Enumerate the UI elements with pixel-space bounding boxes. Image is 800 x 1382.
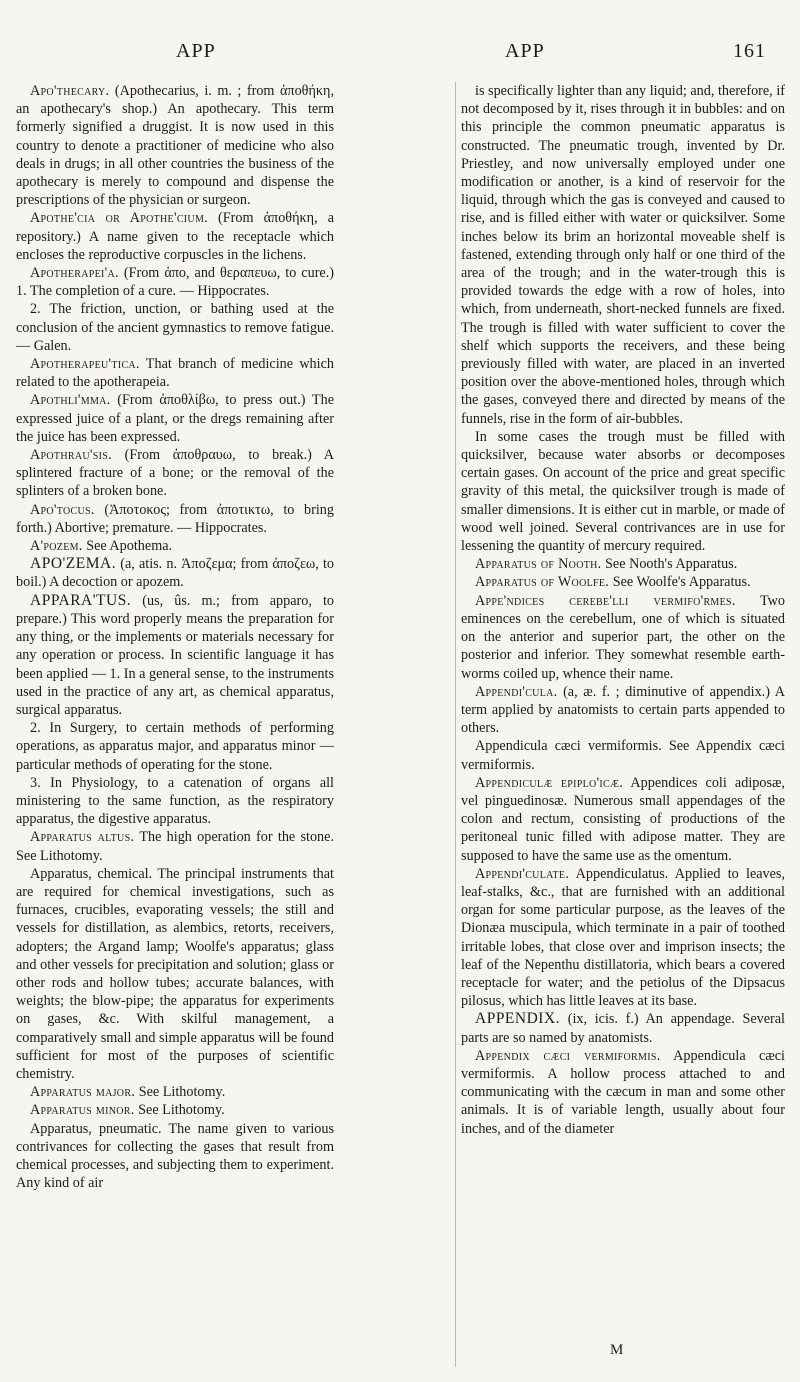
entry-text: (a, æ. f. ; diminutive of appendix.) A term applied by anatomists to certain parts appended to others.	[461, 683, 785, 737]
right-column	[461, 82, 785, 1138]
entry-text: (From ἀποθήκη, a repository.) A name given to the receptacle which encloses the reproductive corpuscles in the lichens.	[16, 210, 334, 263]
entry-text: 3. In Physiology, to a catenation of organs all ministering to the same function, as the respiratory apparatus, the digestive apparatus.	[16, 774, 334, 828]
dictionary-entry	[461, 555, 785, 573]
entry-headword: Appendiculæ epiplo'icæ.	[475, 774, 624, 791]
entry-headword: Apotherapeu'tica.	[30, 356, 140, 373]
entry-text: Appendiculatus. Applied to leaves, leaf-stalks, &c., that are furnished with an additional organ for some particular purpose, as the leaves of the Dionæa muscipula, which terminate in a pair of toothed irritable lobes, that close over and imprison insects; the leaf of the Nepenthu distillatoria, which bears a covered receptacle for water; and the petiolus of the Dipsacus pilosus, which has little leaves at its base.	[461, 865, 785, 1010]
entry-text: Appendicula cæci vermiformis. A hollow process attached to and communicating with the cæcum in man and some other animals. It is of variable length, usually about four inches, and of the diameter	[461, 1047, 785, 1137]
entry-text: That branch of medicine which related to the apotherapeia.	[16, 356, 334, 391]
entry-text: See Lithotomy.	[135, 1084, 226, 1101]
entry-headword: APPARA'TUS.	[30, 591, 132, 609]
dictionary-entry	[16, 1083, 334, 1101]
entry-text: (a, atis. n. Ἀποζεμα; from ἀποζεω, to boil.) A decoction or apozem.	[16, 556, 334, 591]
page-number: 161	[733, 40, 766, 62]
entry-headword: Apothrau'sis.	[30, 447, 112, 464]
column-divider	[455, 82, 456, 1367]
entry-text: (ix, icis. f.) An appendage. Several parts are so named by anatomists.	[461, 1011, 785, 1046]
entry-text: is specifically lighter than any liquid; and, therefore, if not decomposed by it, rises through it in bubbles: and on this principle the common pneumatic apparatus is constructed. The pneumatic trough, invented by Dr. Priestley, and now universally employed under one modification or another, is a kind of reservoir for the liquid, through which the gas is conveyed and caused to rise, and is filled either with water or quicksilver. Some inches below its brim an horizontal moveable shelf is fastened, extending through only half or one third of the area of the trough; and in the water-trough this is provided towards the edge with a row of holes, into which, from underneath, short-necked funnels are fixed. The trough is filled with water sufficient to cover the shelf which supports the receivers, and these being previously filled with water, are placed in an inverted position over the above-mentioned holes, through which the gases, conveyed there and directed by means of the funnels, rise in the form of air-bubbles.	[461, 83, 785, 427]
dictionary-entry	[16, 555, 334, 591]
dictionary-entry	[16, 264, 334, 300]
dictionary-entry	[16, 774, 334, 829]
dictionary-entry	[461, 683, 785, 738]
entry-text: Appendices coli adiposæ, vel pinguedinosæ. Numerous small appendages of the colon and rectum, consisting of productions of the peritoneal tunic filled with adipose matter. They are supposed to have the same use as the omentum.	[461, 774, 785, 864]
entry-headword: Apotherapei'a.	[30, 265, 119, 282]
entry-headword: APPENDIX.	[475, 1010, 561, 1028]
entry-text: See Apothema.	[82, 538, 173, 555]
left-column	[16, 82, 334, 1192]
entry-text: See Woolfe's Apparatus.	[609, 574, 751, 591]
dictionary-entry	[16, 501, 334, 537]
entry-text: (us, ûs. m.; from apparo, to prepare.) This word properly means the preparation for any thing, or the implements or materials necessary for any operation or process. In scientific language it has been applied — 1. In a general sense, to the instruments used in the practice of any art, as chemical apparatus, surgical apparatus.	[16, 592, 334, 718]
dictionary-entry	[16, 828, 334, 864]
signature-mark: M	[610, 1342, 624, 1358]
dictionary-entry	[16, 592, 334, 719]
entry-headword: Apparatus minor.	[30, 1102, 135, 1119]
dictionary-entry	[16, 391, 334, 446]
entry-text: In some cases the trough must be filled with quicksilver, because water absorbs or decomposes certain gases. On account of the price and great specific gravity of this metal, the quicksilver trough is made of smaller dimensions. It is either cut in marble, or made of wood well joined. Several contrivances are in use for lessening the quantity of mercury required.	[461, 428, 785, 555]
entry-headword: Apparatus of Nooth.	[475, 556, 602, 573]
dictionary-entry	[461, 592, 785, 683]
entry-text: 2. The friction, unction, or bathing used at the conclusion of the ancient gymnastics to remove fatigue. — Galen.	[16, 301, 334, 354]
entry-text: Apparatus, chemical. The principal instruments that are required for chemical investigations, such as furnaces, crucibles, evaporating vessels; the still and vessels for distillation, as alembics, retorts, receivers, adopters; the Argand lamp; Woolfe's apparatus; glass and other vessels for precipitation and solution; glass or other rods and hollow tubes; accurate balances, with weights; the blow-pipe; the apparatus for experiments on gases, &c. With skilful management, a comparatively small and simple apparatus will be found sufficient for most of the purposes of scientific chemistry.	[16, 865, 334, 1082]
entry-text: See Nooth's Apparatus.	[601, 556, 738, 573]
entry-headword: APO'ZEMA.	[30, 555, 117, 573]
dictionary-entry	[461, 737, 785, 773]
dictionary-entry	[16, 1120, 334, 1193]
dictionary-entry	[16, 537, 334, 555]
dictionary-entry	[16, 446, 334, 501]
dictionary-entry	[16, 355, 334, 391]
entry-text: (From ἀποθλίβω, to press out.) The expressed juice of a plant, or the dregs remaining after the juice has been expressed.	[16, 392, 334, 445]
entry-headword: Apo'tocus.	[30, 501, 95, 518]
entry-text: (From ἀπο, and θεραπευω, to cure.) 1. The completion of a cure. — Hippocrates.	[16, 265, 334, 300]
dictionary-entry	[461, 82, 785, 428]
running-head-left: APP	[176, 40, 216, 62]
entry-headword: Apothe'cia or Apothe'cium.	[30, 210, 208, 227]
entry-headword: Appe'ndices cerebe'lli vermifo'rmes.	[475, 592, 736, 609]
dictionary-entry	[461, 1047, 785, 1138]
entry-text: (From ἀποθραυω, to break.) A splintered fracture of a bone; or the removal of the splinters of a broken bone.	[16, 447, 334, 500]
entry-headword: Appendi'culate.	[475, 865, 570, 882]
entry-text: Apparatus, pneumatic. The name given to various contrivances for collecting the gases that result from chemical processes, and subjecting them to experiment. Any kind of air	[16, 1120, 334, 1192]
entry-headword: Apparatus of Woolfe.	[475, 574, 610, 591]
dictionary-entry	[461, 1010, 785, 1046]
entry-text: Two eminences on the cerebellum, one of which is situated on the anterior and superior part, the other on the posterior and inferior. They somewhat resemble earth-worms coiled up, whence their name.	[461, 592, 785, 682]
running-head-right: APP	[505, 40, 545, 62]
entry-headword: Appendix cæci vermiformis.	[475, 1047, 661, 1064]
dictionary-entry	[16, 209, 334, 264]
entry-headword: A'pozem.	[30, 538, 83, 555]
dictionary-entry	[461, 865, 785, 1011]
entry-text: 2. In Surgery, to certain methods of performing operations, as apparatus major, and apparatus minor — particular methods of operating for the stone.	[16, 720, 334, 773]
entry-text: See Lithotomy.	[134, 1102, 225, 1119]
dictionary-entry	[461, 573, 785, 591]
dictionary-entry	[16, 719, 334, 774]
entry-headword: Apparatus altus.	[30, 829, 135, 846]
dictionary-entry	[16, 82, 334, 209]
dictionary-entry	[461, 428, 785, 555]
dictionary-entry	[461, 774, 785, 865]
entry-text: The high operation for the stone. See Lithotomy.	[16, 829, 334, 864]
entry-headword: Appendi'cula.	[475, 683, 558, 700]
entry-text: (Apothecarius, i. m. ; from ἀποθήκη, an apothecary's shop.) An apothecary. This term formerly signified a druggist. It is now used in this country to denote a practitioner of medicine who also deals in drugs; in all other countries the business of the apothecary is merely to compound and dispense the prescriptions of the physician or surgeon.	[16, 83, 334, 209]
entry-headword: Apparatus major.	[30, 1084, 136, 1101]
dictionary-entry	[16, 865, 334, 1083]
entry-headword: Apothli'mma.	[30, 392, 111, 409]
entry-text: Appendicula cæci vermiformis. See Appendix cæci vermiformis.	[461, 738, 785, 773]
entry-text: (Ἀποτοκος; from ἀποτικτω, to bring forth.) Abortive; premature. — Hippocrates.	[16, 501, 334, 536]
dictionary-entry	[16, 1101, 334, 1119]
entry-headword: Apo'thecary.	[30, 83, 110, 99]
dictionary-entry	[16, 300, 334, 355]
running-header	[0, 40, 800, 70]
